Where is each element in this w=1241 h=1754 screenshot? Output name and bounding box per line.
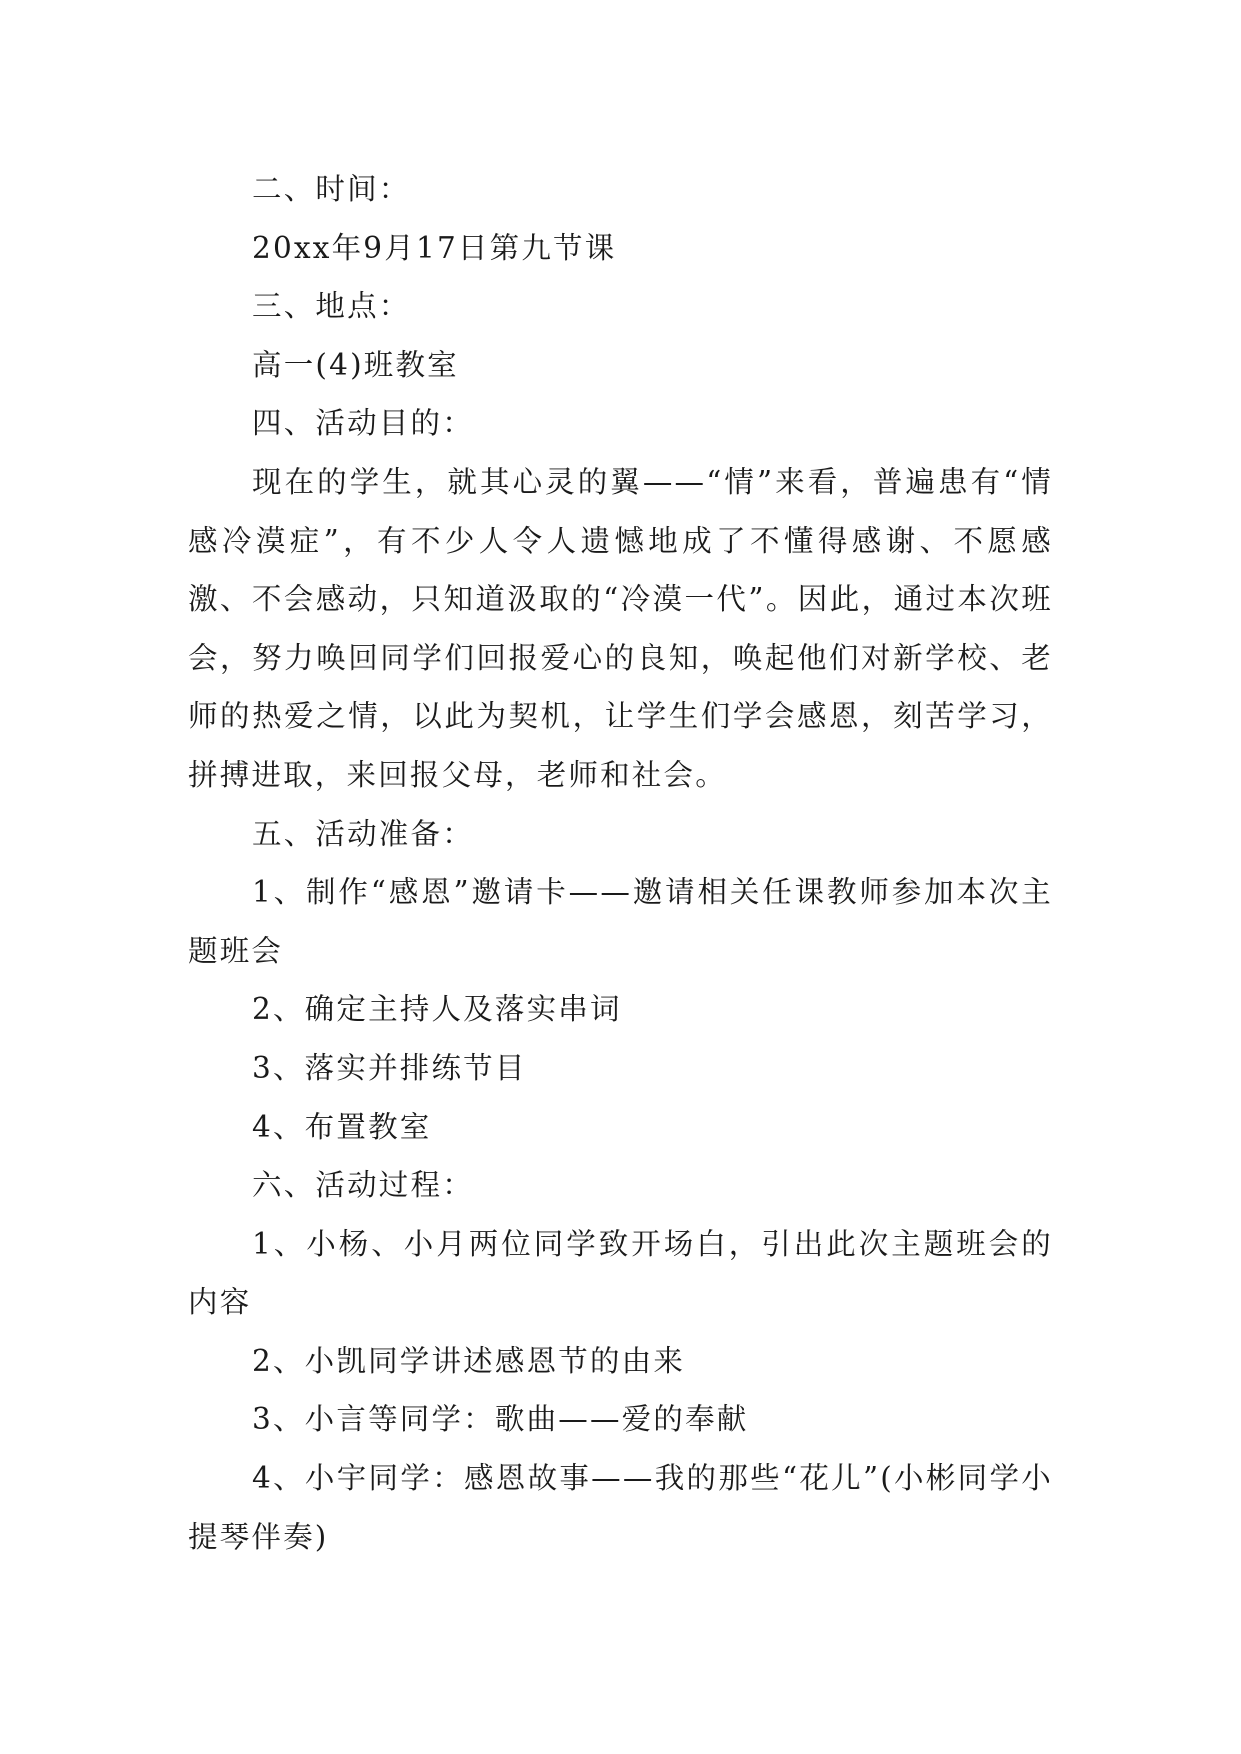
process-item-1: 1、小杨、小月两位同学致开场白，引出此次主题班会的内容	[188, 1226, 1053, 1320]
preparation-item-1: 1、制作“感恩”邀请卡——邀请相关任课教师参加本次主题班会	[188, 875, 1053, 968]
section-heading-purpose: 四、活动目的：	[252, 406, 474, 441]
section-heading-preparation: 五、活动准备：	[252, 816, 474, 851]
purpose-paragraph: 现在的学生，就其心灵的翼——“情”来看，普遍患有“情感冷漠症”，有不少人令人遗憾地成了不懂得感谢、不愿感激、不会感动，只知道汲取的“冷漠一代”。因此，通过本次班会，努力唤回同学们回报爱心的良知，唤起他们对新学校、老师的热爱之情，以此为契机，让学生们学会感恩，刻苦学习，拼搏进取，来回报父母，老师和社会。	[188, 464, 1053, 792]
preparation-item-3: 3、落实并排练节目	[252, 1050, 527, 1085]
location-value: 高一(4)班教室	[252, 347, 459, 382]
process-item-3: 3、小言等同学：歌曲——爱的奉献	[252, 1402, 749, 1437]
process-item-4: 4、小宇同学：感恩故事——我的那些“花儿”(小彬同学小提琴伴奏)	[188, 1461, 1053, 1554]
process-item-2: 2、小凯同学讲述感恩节的由来	[252, 1343, 686, 1378]
preparation-item-2: 2、确定主持人及落实串词	[252, 992, 622, 1027]
time-value: 20xx年9月17日第九节课	[252, 230, 617, 265]
document-body	[188, 160, 1053, 1566]
section-heading-location: 三、地点：	[252, 289, 411, 324]
preparation-item-4: 4、布置教室	[252, 1109, 432, 1144]
section-heading-process: 六、活动过程：	[252, 1168, 474, 1203]
section-heading-time: 二、时间：	[252, 172, 411, 206]
